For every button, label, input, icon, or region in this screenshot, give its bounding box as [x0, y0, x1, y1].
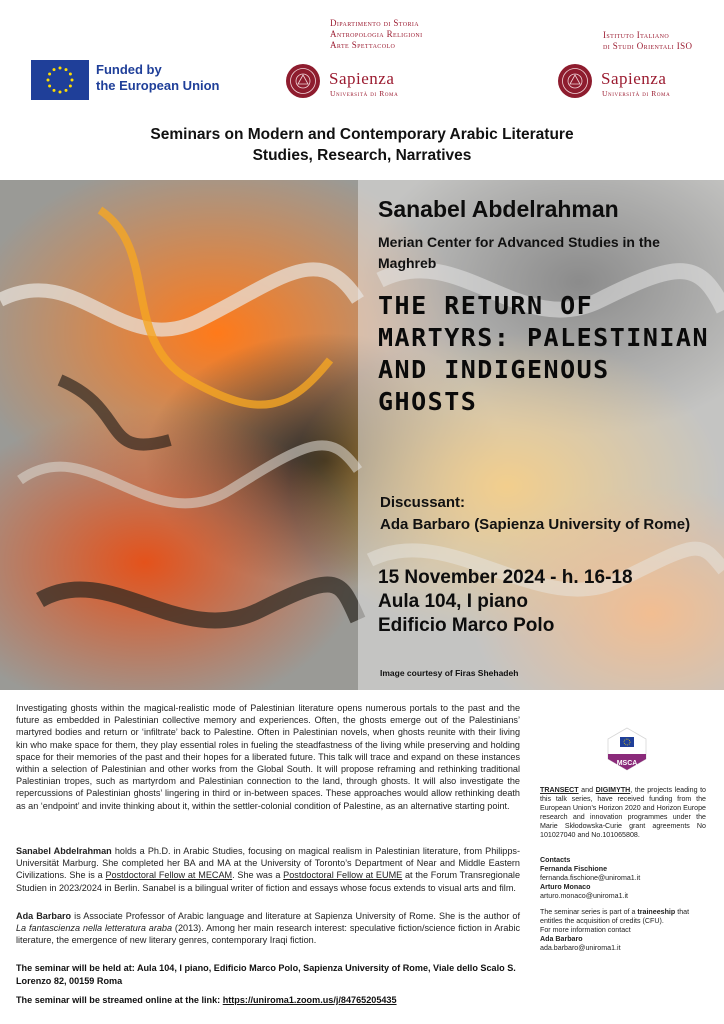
speaker-name: Sanabel Abdelrahman — [378, 196, 619, 222]
image-credit: Image courtesy of Firas Shehadeh — [380, 668, 519, 678]
msca-label: MSCA — [616, 760, 638, 767]
eu-star-icon — [47, 79, 50, 82]
dept-line: Dipartimento di Storia — [330, 18, 420, 28]
traineeship-note — [540, 908, 710, 926]
inst-line: Istituto Italiano — [603, 30, 670, 40]
mecam-link[interactable]: Postdoctoral Fellow at MECAM — [105, 870, 233, 881]
spacer — [540, 901, 710, 908]
bio-text: is Associate Professor of Arabic language and literature at Sapienza University of Rome. She is the author of — [71, 911, 521, 921]
eu-flag-icon — [31, 60, 89, 100]
dept-line: Arte Spettacolo — [330, 40, 396, 50]
series-title-line1: Seminars on Modern and Contemporary Arabic Literature — [150, 126, 574, 143]
eu-funding-line2: the European Union — [96, 78, 220, 93]
stream-label: The seminar will be streamed online at the link: — [16, 995, 223, 1005]
trainee-text: that entitles the acquisition of credits (CFU). — [540, 908, 690, 925]
eu-funding-label — [96, 62, 220, 94]
series-title-line2: Studies, Research, Narratives — [252, 147, 472, 164]
eu-star-icon — [48, 85, 51, 88]
bio-text: holds a Ph.D. in Arabic Studies, focusing on magical realism in Palestinian literature, from Philipps-Universität Marburg. She completed her BA and MA at the University of Toronto’s Department of Near and Middle Eastern Civilizations. She is a — [16, 846, 520, 881]
eu-star-icon — [71, 79, 74, 82]
venue-note: The seminar will be held at: Aula 104, I piano, Edificio Marco Polo, Sapienza University of Rome, Viale dello Scalo S. Lorenzo 82, 00159 Roma — [16, 963, 516, 986]
trainee-text: The seminar series is part of a — [540, 908, 638, 916]
inst-line: di Studi Orientali ISO — [603, 41, 693, 51]
book-title: La fantascienza nella letteratura araba — [16, 923, 173, 934]
bio-discussant-name: Ada Barbaro — [16, 911, 72, 921]
contact-name: Fernanda Fischione — [540, 865, 608, 873]
eu-star-icon — [69, 85, 72, 88]
funding-and: and — [578, 786, 596, 794]
contacts-heading: Contacts — [540, 856, 571, 864]
msca-logo-icon — [605, 727, 649, 771]
eume-link[interactable]: Postdoctoral Fellow at EUME — [283, 870, 403, 881]
event-schedule — [378, 566, 633, 638]
contact-email[interactable]: ada.barbaro@uniroma1.it — [540, 944, 621, 952]
discussant-bio — [16, 910, 520, 947]
sapienza-logo-subtitle: Università di Roma — [602, 89, 671, 98]
speaker-affiliation: Merian Center for Advanced Studies in the Maghreb — [378, 234, 660, 271]
bio-text: (2013). Among her main research interest: speculative fiction/science fiction in Arabic literature, the emergence of new literary genres, contemporary Iraqi fiction. — [16, 923, 521, 946]
stream-note — [16, 995, 526, 1005]
talk-title: THE RETURN OF MARTYRS: PALESTINIAN AND INDIGENOUS GHOSTS — [378, 291, 710, 416]
sapienza-seal-icon — [558, 64, 592, 98]
eu-star-icon — [59, 67, 62, 70]
contacts-block — [540, 856, 710, 953]
sapienza-logo-name: Sapienza — [601, 69, 667, 88]
sapienza-logo-name: Sapienza — [329, 69, 395, 88]
digimyth-link[interactable]: DIGIMYTH — [595, 786, 631, 794]
contact-email[interactable]: fernanda.fischione@uniroma1.it — [540, 874, 641, 882]
eu-star-icon — [53, 68, 56, 71]
funding-note — [540, 786, 706, 840]
contact-name: Arturo Monaco — [540, 883, 591, 891]
eu-star-icon — [65, 68, 68, 71]
discussant-label: Discussant: — [380, 494, 466, 511]
more-info-label: For more information contact — [540, 926, 631, 934]
eu-star-icon — [65, 89, 68, 92]
speaker-bio — [16, 845, 520, 894]
talk-abstract: Investigating ghosts within the magical-realistic mode of Palestinian literature opens numerous portals to the past and the future as embedded in Palestinian collective memory and experiences. Often, the ghosts emerge out of the Palestinians’ martyred bodies and return or ‘infiltrate’ back to Palestine. Often in Palestinian novels, when ghosts reunite with their living kin who make space for them, they play essential roles in fueling the steadfastness of the living while preserving and holding space for their memories of the past and their hopes for a liberated future. This talk will trace and expand on these instances within a selection of Palestinian and other works from the Global South. It will propose reframing and rethinking traditional Palestinian tropes, such as martyrdom and Palestinian connection to the land, through ghosts. It will also investigate the repercussions of Palestinian ghosts’ lingering in third or in-between spaces. These approaches would allow rethinking death as an ‘endpoint’ and invite thinking about it, within the settler-colonial condition of Palestine, as an alternative starting point. — [16, 703, 520, 811]
zoom-link[interactable]: https://uniroma1.zoom.us/j/84765205435 — [222, 995, 397, 1005]
bio-speaker-name: Sanabel Abdelrahman — [16, 846, 112, 856]
event-date-time: 15 November 2024 - h. 16-18 — [378, 567, 633, 588]
eu-funding-line1: Funded by — [96, 62, 162, 77]
contact-name: Ada Barbaro — [540, 935, 583, 943]
discussant-name: Ada Barbaro (Sapienza University of Rome) — [380, 516, 691, 533]
transect-link[interactable]: TRANSECT — [540, 786, 579, 794]
sapienza-logo-subtitle: Università di Roma — [330, 89, 399, 98]
dept-line: Antropologia Religioni — [330, 29, 423, 39]
institute-name — [603, 30, 692, 52]
eu-star-icon — [69, 73, 72, 76]
bio-text: . She was a — [232, 870, 284, 881]
traineeship-term: traineeship — [637, 908, 676, 916]
funding-text: , the projects leading to this talk series, have received funding from the European Union’s Horizon 2020 and Horizon Europe research and innovation programmes under the Marie Skłodowska-Curie grant agreements No 101027040 and No.101065808. — [540, 786, 706, 839]
event-room: Aula 104, I piano — [378, 591, 528, 612]
series-title — [0, 124, 724, 166]
event-building: Edificio Marco Polo — [378, 615, 555, 636]
eu-star-icon — [59, 91, 62, 94]
bio-text: at the Forum Transregionale Studien in 2023/2024 in Berlin. Sanabel is a bilingual writer of fiction and essays whose focus extends to visual arts and film. — [16, 870, 521, 893]
eu-star-icon — [53, 89, 56, 92]
sapienza-seal-icon — [286, 64, 320, 98]
eu-star-icon — [48, 73, 51, 76]
department-name — [330, 18, 423, 51]
contact-email[interactable]: arturo.monaco@uniroma1.it — [540, 892, 629, 900]
